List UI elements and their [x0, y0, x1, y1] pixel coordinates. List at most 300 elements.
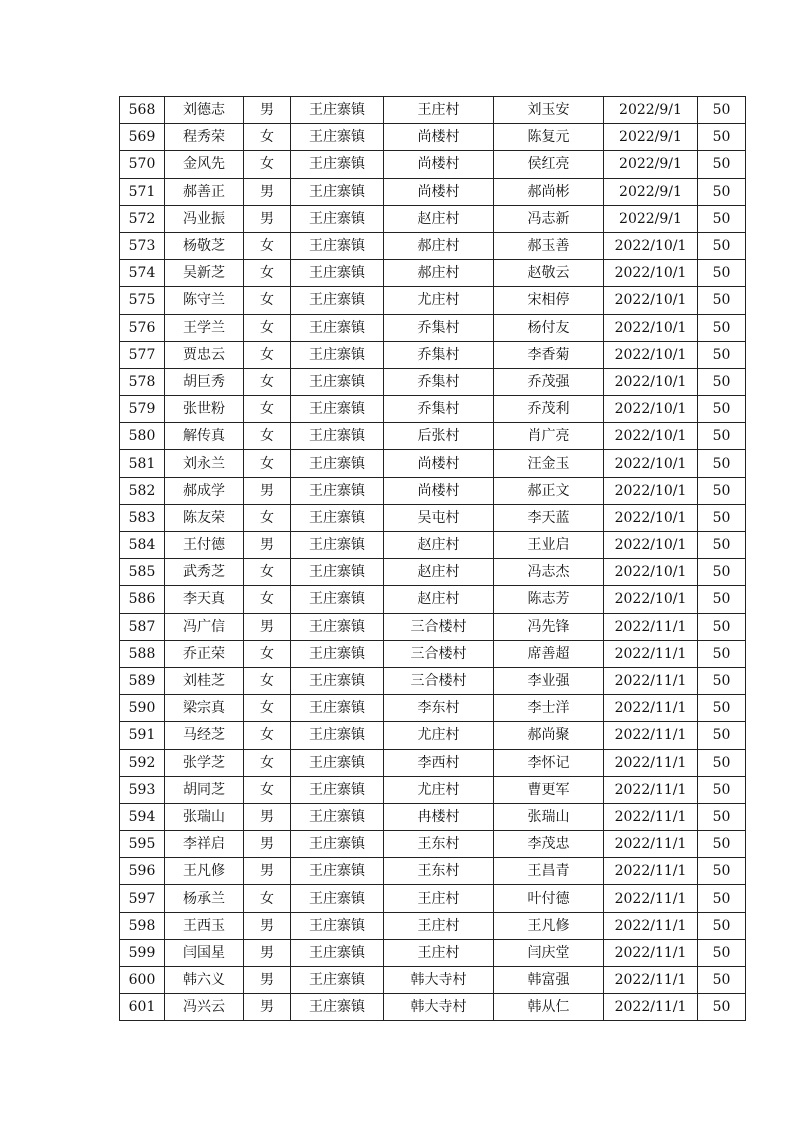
name-cell: 刘永兰 — [165, 450, 244, 477]
date-cell: 2022/10/1 — [604, 477, 698, 504]
name-cell: 李祥启 — [165, 831, 244, 858]
name-cell: 冯兴云 — [165, 994, 244, 1021]
table-row — [120, 885, 746, 912]
row-number-cell: 573 — [120, 232, 165, 259]
village-cell: 王庄村 — [384, 912, 494, 939]
row-number-cell: 585 — [120, 559, 165, 586]
village-cell: 尤庄村 — [384, 776, 494, 803]
town-cell: 王庄寨镇 — [291, 205, 384, 232]
row-number-cell: 576 — [120, 314, 165, 341]
date-cell: 2022/10/1 — [604, 341, 698, 368]
contact-name-cell: 肖广亮 — [494, 423, 604, 450]
name-cell: 金风先 — [165, 151, 244, 178]
date-cell: 2022/11/1 — [604, 613, 698, 640]
name-cell: 王凡修 — [165, 858, 244, 885]
gender-cell: 女 — [244, 749, 291, 776]
town-cell: 王庄寨镇 — [291, 504, 384, 531]
date-cell: 2022/9/1 — [604, 205, 698, 232]
village-cell: 郝庄村 — [384, 260, 494, 287]
contact-name-cell: 汪金玉 — [494, 450, 604, 477]
gender-cell: 女 — [244, 232, 291, 259]
town-cell: 王庄寨镇 — [291, 967, 384, 994]
date-cell: 2022/11/1 — [604, 994, 698, 1021]
table-row — [120, 341, 746, 368]
subsidy-roster-table — [119, 96, 746, 1021]
gender-cell: 女 — [244, 396, 291, 423]
town-cell: 王庄寨镇 — [291, 640, 384, 667]
table-row — [120, 178, 746, 205]
row-number-cell: 592 — [120, 749, 165, 776]
row-number-cell: 597 — [120, 885, 165, 912]
contact-name-cell: 席善超 — [494, 640, 604, 667]
gender-cell: 女 — [244, 640, 291, 667]
town-cell: 王庄寨镇 — [291, 722, 384, 749]
gender-cell: 女 — [244, 260, 291, 287]
contact-name-cell: 李业强 — [494, 667, 604, 694]
village-cell: 三合楼村 — [384, 667, 494, 694]
table-row — [120, 803, 746, 830]
town-cell: 王庄寨镇 — [291, 885, 384, 912]
gender-cell: 男 — [244, 613, 291, 640]
village-cell: 赵庄村 — [384, 205, 494, 232]
date-cell: 2022/10/1 — [604, 232, 698, 259]
name-cell: 陈友荣 — [165, 504, 244, 531]
village-cell: 王东村 — [384, 858, 494, 885]
table-row — [120, 477, 746, 504]
gender-cell: 女 — [244, 450, 291, 477]
contact-name-cell: 曹更军 — [494, 776, 604, 803]
date-cell: 2022/10/1 — [604, 532, 698, 559]
amount-cell: 50 — [698, 178, 746, 205]
town-cell: 王庄寨镇 — [291, 858, 384, 885]
name-cell: 张瑞山 — [165, 803, 244, 830]
town-cell: 王庄寨镇 — [291, 124, 384, 151]
date-cell: 2022/10/1 — [604, 559, 698, 586]
amount-cell: 50 — [698, 803, 746, 830]
gender-cell: 女 — [244, 667, 291, 694]
name-cell: 张学芝 — [165, 749, 244, 776]
row-number-cell: 589 — [120, 667, 165, 694]
town-cell: 王庄寨镇 — [291, 287, 384, 314]
town-cell: 王庄寨镇 — [291, 994, 384, 1021]
village-cell: 乔集村 — [384, 368, 494, 395]
amount-cell: 50 — [698, 559, 746, 586]
contact-name-cell: 王凡修 — [494, 912, 604, 939]
amount-cell: 50 — [698, 97, 746, 124]
amount-cell: 50 — [698, 477, 746, 504]
name-cell: 乔正荣 — [165, 640, 244, 667]
date-cell: 2022/10/1 — [604, 423, 698, 450]
date-cell: 2022/10/1 — [604, 586, 698, 613]
contact-name-cell: 乔茂利 — [494, 396, 604, 423]
town-cell: 王庄寨镇 — [291, 450, 384, 477]
village-cell: 郝庄村 — [384, 232, 494, 259]
town-cell: 王庄寨镇 — [291, 803, 384, 830]
date-cell: 2022/10/1 — [604, 287, 698, 314]
village-cell: 尤庄村 — [384, 722, 494, 749]
name-cell: 杨敬芝 — [165, 232, 244, 259]
name-cell: 刘德志 — [165, 97, 244, 124]
amount-cell: 50 — [698, 749, 746, 776]
gender-cell: 男 — [244, 967, 291, 994]
row-number-cell: 582 — [120, 477, 165, 504]
amount-cell: 50 — [698, 450, 746, 477]
contact-name-cell: 侯红亮 — [494, 151, 604, 178]
contact-name-cell: 李士洋 — [494, 695, 604, 722]
table-row — [120, 858, 746, 885]
amount-cell: 50 — [698, 695, 746, 722]
village-cell: 王庄村 — [384, 885, 494, 912]
table-row — [120, 640, 746, 667]
gender-cell: 女 — [244, 423, 291, 450]
row-number-cell: 578 — [120, 368, 165, 395]
village-cell: 尚楼村 — [384, 124, 494, 151]
date-cell: 2022/10/1 — [604, 260, 698, 287]
amount-cell: 50 — [698, 260, 746, 287]
town-cell: 王庄寨镇 — [291, 477, 384, 504]
amount-cell: 50 — [698, 205, 746, 232]
town-cell: 王庄寨镇 — [291, 532, 384, 559]
row-number-cell: 601 — [120, 994, 165, 1021]
village-cell: 尚楼村 — [384, 450, 494, 477]
contact-name-cell: 王昌青 — [494, 858, 604, 885]
contact-name-cell: 郝正文 — [494, 477, 604, 504]
row-number-cell: 596 — [120, 858, 165, 885]
name-cell: 程秀荣 — [165, 124, 244, 151]
name-cell: 马经芝 — [165, 722, 244, 749]
amount-cell: 50 — [698, 885, 746, 912]
village-cell: 李西村 — [384, 749, 494, 776]
name-cell: 王西玉 — [165, 912, 244, 939]
town-cell: 王庄寨镇 — [291, 232, 384, 259]
date-cell: 2022/10/1 — [604, 314, 698, 341]
gender-cell: 女 — [244, 885, 291, 912]
table-row — [120, 939, 746, 966]
contact-name-cell: 冯先锋 — [494, 613, 604, 640]
gender-cell: 女 — [244, 695, 291, 722]
amount-cell: 50 — [698, 858, 746, 885]
row-number-cell: 588 — [120, 640, 165, 667]
table-row — [120, 667, 746, 694]
table-row — [120, 151, 746, 178]
gender-cell: 女 — [244, 341, 291, 368]
date-cell: 2022/10/1 — [604, 450, 698, 477]
table-row — [120, 260, 746, 287]
village-cell: 韩大寺村 — [384, 967, 494, 994]
town-cell: 王庄寨镇 — [291, 613, 384, 640]
gender-cell: 男 — [244, 994, 291, 1021]
name-cell: 吴新芝 — [165, 260, 244, 287]
gender-cell: 女 — [244, 776, 291, 803]
gender-cell: 男 — [244, 205, 291, 232]
date-cell: 2022/9/1 — [604, 178, 698, 205]
amount-cell: 50 — [698, 504, 746, 531]
village-cell: 赵庄村 — [384, 532, 494, 559]
table-body — [120, 97, 746, 1021]
town-cell: 王庄寨镇 — [291, 586, 384, 613]
date-cell: 2022/11/1 — [604, 667, 698, 694]
name-cell: 梁宗真 — [165, 695, 244, 722]
gender-cell: 女 — [244, 559, 291, 586]
table-row — [120, 396, 746, 423]
gender-cell: 男 — [244, 532, 291, 559]
date-cell: 2022/11/1 — [604, 803, 698, 830]
amount-cell: 50 — [698, 667, 746, 694]
contact-name-cell: 刘玉安 — [494, 97, 604, 124]
table-row — [120, 586, 746, 613]
table-row — [120, 967, 746, 994]
town-cell: 王庄寨镇 — [291, 341, 384, 368]
row-number-cell: 599 — [120, 939, 165, 966]
town-cell: 王庄寨镇 — [291, 368, 384, 395]
name-cell: 解传真 — [165, 423, 244, 450]
village-cell: 王庄村 — [384, 939, 494, 966]
row-number-cell: 579 — [120, 396, 165, 423]
gender-cell: 女 — [244, 151, 291, 178]
contact-name-cell: 赵敬云 — [494, 260, 604, 287]
contact-name-cell: 李怀记 — [494, 749, 604, 776]
contact-name-cell: 张瑞山 — [494, 803, 604, 830]
village-cell: 李东村 — [384, 695, 494, 722]
village-cell: 三合楼村 — [384, 613, 494, 640]
contact-name-cell: 李香菊 — [494, 341, 604, 368]
row-number-cell: 575 — [120, 287, 165, 314]
date-cell: 2022/9/1 — [604, 124, 698, 151]
gender-cell: 男 — [244, 912, 291, 939]
row-number-cell: 590 — [120, 695, 165, 722]
amount-cell: 50 — [698, 722, 746, 749]
gender-cell: 男 — [244, 97, 291, 124]
amount-cell: 50 — [698, 287, 746, 314]
village-cell: 乔集村 — [384, 314, 494, 341]
village-cell: 赵庄村 — [384, 586, 494, 613]
town-cell: 王庄寨镇 — [291, 749, 384, 776]
town-cell: 王庄寨镇 — [291, 776, 384, 803]
table-row — [120, 504, 746, 531]
name-cell: 陈守兰 — [165, 287, 244, 314]
row-number-cell: 593 — [120, 776, 165, 803]
contact-name-cell: 陈复元 — [494, 124, 604, 151]
village-cell: 三合楼村 — [384, 640, 494, 667]
amount-cell: 50 — [698, 232, 746, 259]
name-cell: 王学兰 — [165, 314, 244, 341]
date-cell: 2022/11/1 — [604, 939, 698, 966]
name-cell: 冯广信 — [165, 613, 244, 640]
gender-cell: 女 — [244, 314, 291, 341]
row-number-cell: 569 — [120, 124, 165, 151]
amount-cell: 50 — [698, 368, 746, 395]
date-cell: 2022/9/1 — [604, 151, 698, 178]
contact-name-cell: 韩富强 — [494, 967, 604, 994]
row-number-cell: 568 — [120, 97, 165, 124]
name-cell: 王付德 — [165, 532, 244, 559]
name-cell: 郝善正 — [165, 178, 244, 205]
contact-name-cell: 李茂忠 — [494, 831, 604, 858]
village-cell: 尚楼村 — [384, 178, 494, 205]
village-cell: 赵庄村 — [384, 559, 494, 586]
date-cell: 2022/10/1 — [604, 504, 698, 531]
amount-cell: 50 — [698, 613, 746, 640]
gender-cell: 男 — [244, 178, 291, 205]
gender-cell: 女 — [244, 586, 291, 613]
town-cell: 王庄寨镇 — [291, 260, 384, 287]
table-row — [120, 831, 746, 858]
name-cell: 武秀芝 — [165, 559, 244, 586]
gender-cell: 女 — [244, 722, 291, 749]
town-cell: 王庄寨镇 — [291, 667, 384, 694]
row-number-cell: 583 — [120, 504, 165, 531]
amount-cell: 50 — [698, 151, 746, 178]
row-number-cell: 574 — [120, 260, 165, 287]
date-cell: 2022/11/1 — [604, 967, 698, 994]
date-cell: 2022/11/1 — [604, 695, 698, 722]
gender-cell: 男 — [244, 939, 291, 966]
date-cell: 2022/11/1 — [604, 912, 698, 939]
gender-cell: 女 — [244, 368, 291, 395]
date-cell: 2022/11/1 — [604, 749, 698, 776]
amount-cell: 50 — [698, 912, 746, 939]
date-cell: 2022/11/1 — [604, 885, 698, 912]
amount-cell: 50 — [698, 396, 746, 423]
gender-cell: 女 — [244, 124, 291, 151]
table-row — [120, 749, 746, 776]
contact-name-cell: 杨付友 — [494, 314, 604, 341]
date-cell: 2022/9/1 — [604, 97, 698, 124]
town-cell: 王庄寨镇 — [291, 695, 384, 722]
row-number-cell: 595 — [120, 831, 165, 858]
contact-name-cell: 陈志芳 — [494, 586, 604, 613]
row-number-cell: 572 — [120, 205, 165, 232]
amount-cell: 50 — [698, 776, 746, 803]
town-cell: 王庄寨镇 — [291, 939, 384, 966]
date-cell: 2022/11/1 — [604, 640, 698, 667]
table-row — [120, 314, 746, 341]
contact-name-cell: 郝尚彬 — [494, 178, 604, 205]
village-cell: 吴屯村 — [384, 504, 494, 531]
name-cell: 张世粉 — [165, 396, 244, 423]
row-number-cell: 587 — [120, 613, 165, 640]
date-cell: 2022/11/1 — [604, 722, 698, 749]
village-cell: 尤庄村 — [384, 287, 494, 314]
contact-name-cell: 郝玉善 — [494, 232, 604, 259]
gender-cell: 男 — [244, 803, 291, 830]
contact-name-cell: 宋相停 — [494, 287, 604, 314]
town-cell: 王庄寨镇 — [291, 559, 384, 586]
amount-cell: 50 — [698, 124, 746, 151]
date-cell: 2022/10/1 — [604, 396, 698, 423]
row-number-cell: 570 — [120, 151, 165, 178]
row-number-cell: 600 — [120, 967, 165, 994]
town-cell: 王庄寨镇 — [291, 178, 384, 205]
date-cell: 2022/11/1 — [604, 831, 698, 858]
town-cell: 王庄寨镇 — [291, 314, 384, 341]
village-cell: 尚楼村 — [384, 477, 494, 504]
amount-cell: 50 — [698, 994, 746, 1021]
table-row — [120, 368, 746, 395]
contact-name-cell: 叶付德 — [494, 885, 604, 912]
table-row — [120, 994, 746, 1021]
name-cell: 杨承兰 — [165, 885, 244, 912]
town-cell: 王庄寨镇 — [291, 151, 384, 178]
village-cell: 尚楼村 — [384, 151, 494, 178]
name-cell: 韩六义 — [165, 967, 244, 994]
town-cell: 王庄寨镇 — [291, 831, 384, 858]
table-row — [120, 423, 746, 450]
contact-name-cell: 李天蓝 — [494, 504, 604, 531]
amount-cell: 50 — [698, 586, 746, 613]
name-cell: 郝成学 — [165, 477, 244, 504]
contact-name-cell: 王业启 — [494, 532, 604, 559]
gender-cell: 女 — [244, 504, 291, 531]
table-row — [120, 532, 746, 559]
name-cell: 李天真 — [165, 586, 244, 613]
amount-cell: 50 — [698, 341, 746, 368]
town-cell: 王庄寨镇 — [291, 423, 384, 450]
name-cell: 刘桂芝 — [165, 667, 244, 694]
name-cell: 胡同芝 — [165, 776, 244, 803]
amount-cell: 50 — [698, 532, 746, 559]
amount-cell: 50 — [698, 423, 746, 450]
date-cell: 2022/11/1 — [604, 858, 698, 885]
village-cell: 王庄村 — [384, 97, 494, 124]
name-cell: 冯业振 — [165, 205, 244, 232]
village-cell: 乔集村 — [384, 341, 494, 368]
village-cell: 韩大寺村 — [384, 994, 494, 1021]
table-row — [120, 776, 746, 803]
row-number-cell: 577 — [120, 341, 165, 368]
gender-cell: 男 — [244, 831, 291, 858]
amount-cell: 50 — [698, 831, 746, 858]
contact-name-cell: 韩从仁 — [494, 994, 604, 1021]
village-cell: 乔集村 — [384, 396, 494, 423]
village-cell: 王东村 — [384, 831, 494, 858]
table-row — [120, 232, 746, 259]
row-number-cell: 580 — [120, 423, 165, 450]
table-row — [120, 613, 746, 640]
contact-name-cell: 冯志新 — [494, 205, 604, 232]
table-row — [120, 722, 746, 749]
village-cell: 后张村 — [384, 423, 494, 450]
date-cell: 2022/10/1 — [604, 368, 698, 395]
row-number-cell: 581 — [120, 450, 165, 477]
table-row — [120, 912, 746, 939]
table-row — [120, 450, 746, 477]
table-row — [120, 205, 746, 232]
amount-cell: 50 — [698, 967, 746, 994]
town-cell: 王庄寨镇 — [291, 97, 384, 124]
village-cell: 冉楼村 — [384, 803, 494, 830]
contact-name-cell: 郝尚聚 — [494, 722, 604, 749]
amount-cell: 50 — [698, 314, 746, 341]
contact-name-cell: 闫庆堂 — [494, 939, 604, 966]
contact-name-cell: 冯志杰 — [494, 559, 604, 586]
row-number-cell: 584 — [120, 532, 165, 559]
name-cell: 贾忠云 — [165, 341, 244, 368]
date-cell: 2022/11/1 — [604, 776, 698, 803]
gender-cell: 女 — [244, 287, 291, 314]
town-cell: 王庄寨镇 — [291, 396, 384, 423]
table-row — [120, 124, 746, 151]
row-number-cell: 586 — [120, 586, 165, 613]
town-cell: 王庄寨镇 — [291, 912, 384, 939]
table-row — [120, 559, 746, 586]
amount-cell: 50 — [698, 939, 746, 966]
gender-cell: 男 — [244, 477, 291, 504]
gender-cell: 男 — [244, 858, 291, 885]
table-row — [120, 97, 746, 124]
name-cell: 胡巨秀 — [165, 368, 244, 395]
table-row — [120, 695, 746, 722]
